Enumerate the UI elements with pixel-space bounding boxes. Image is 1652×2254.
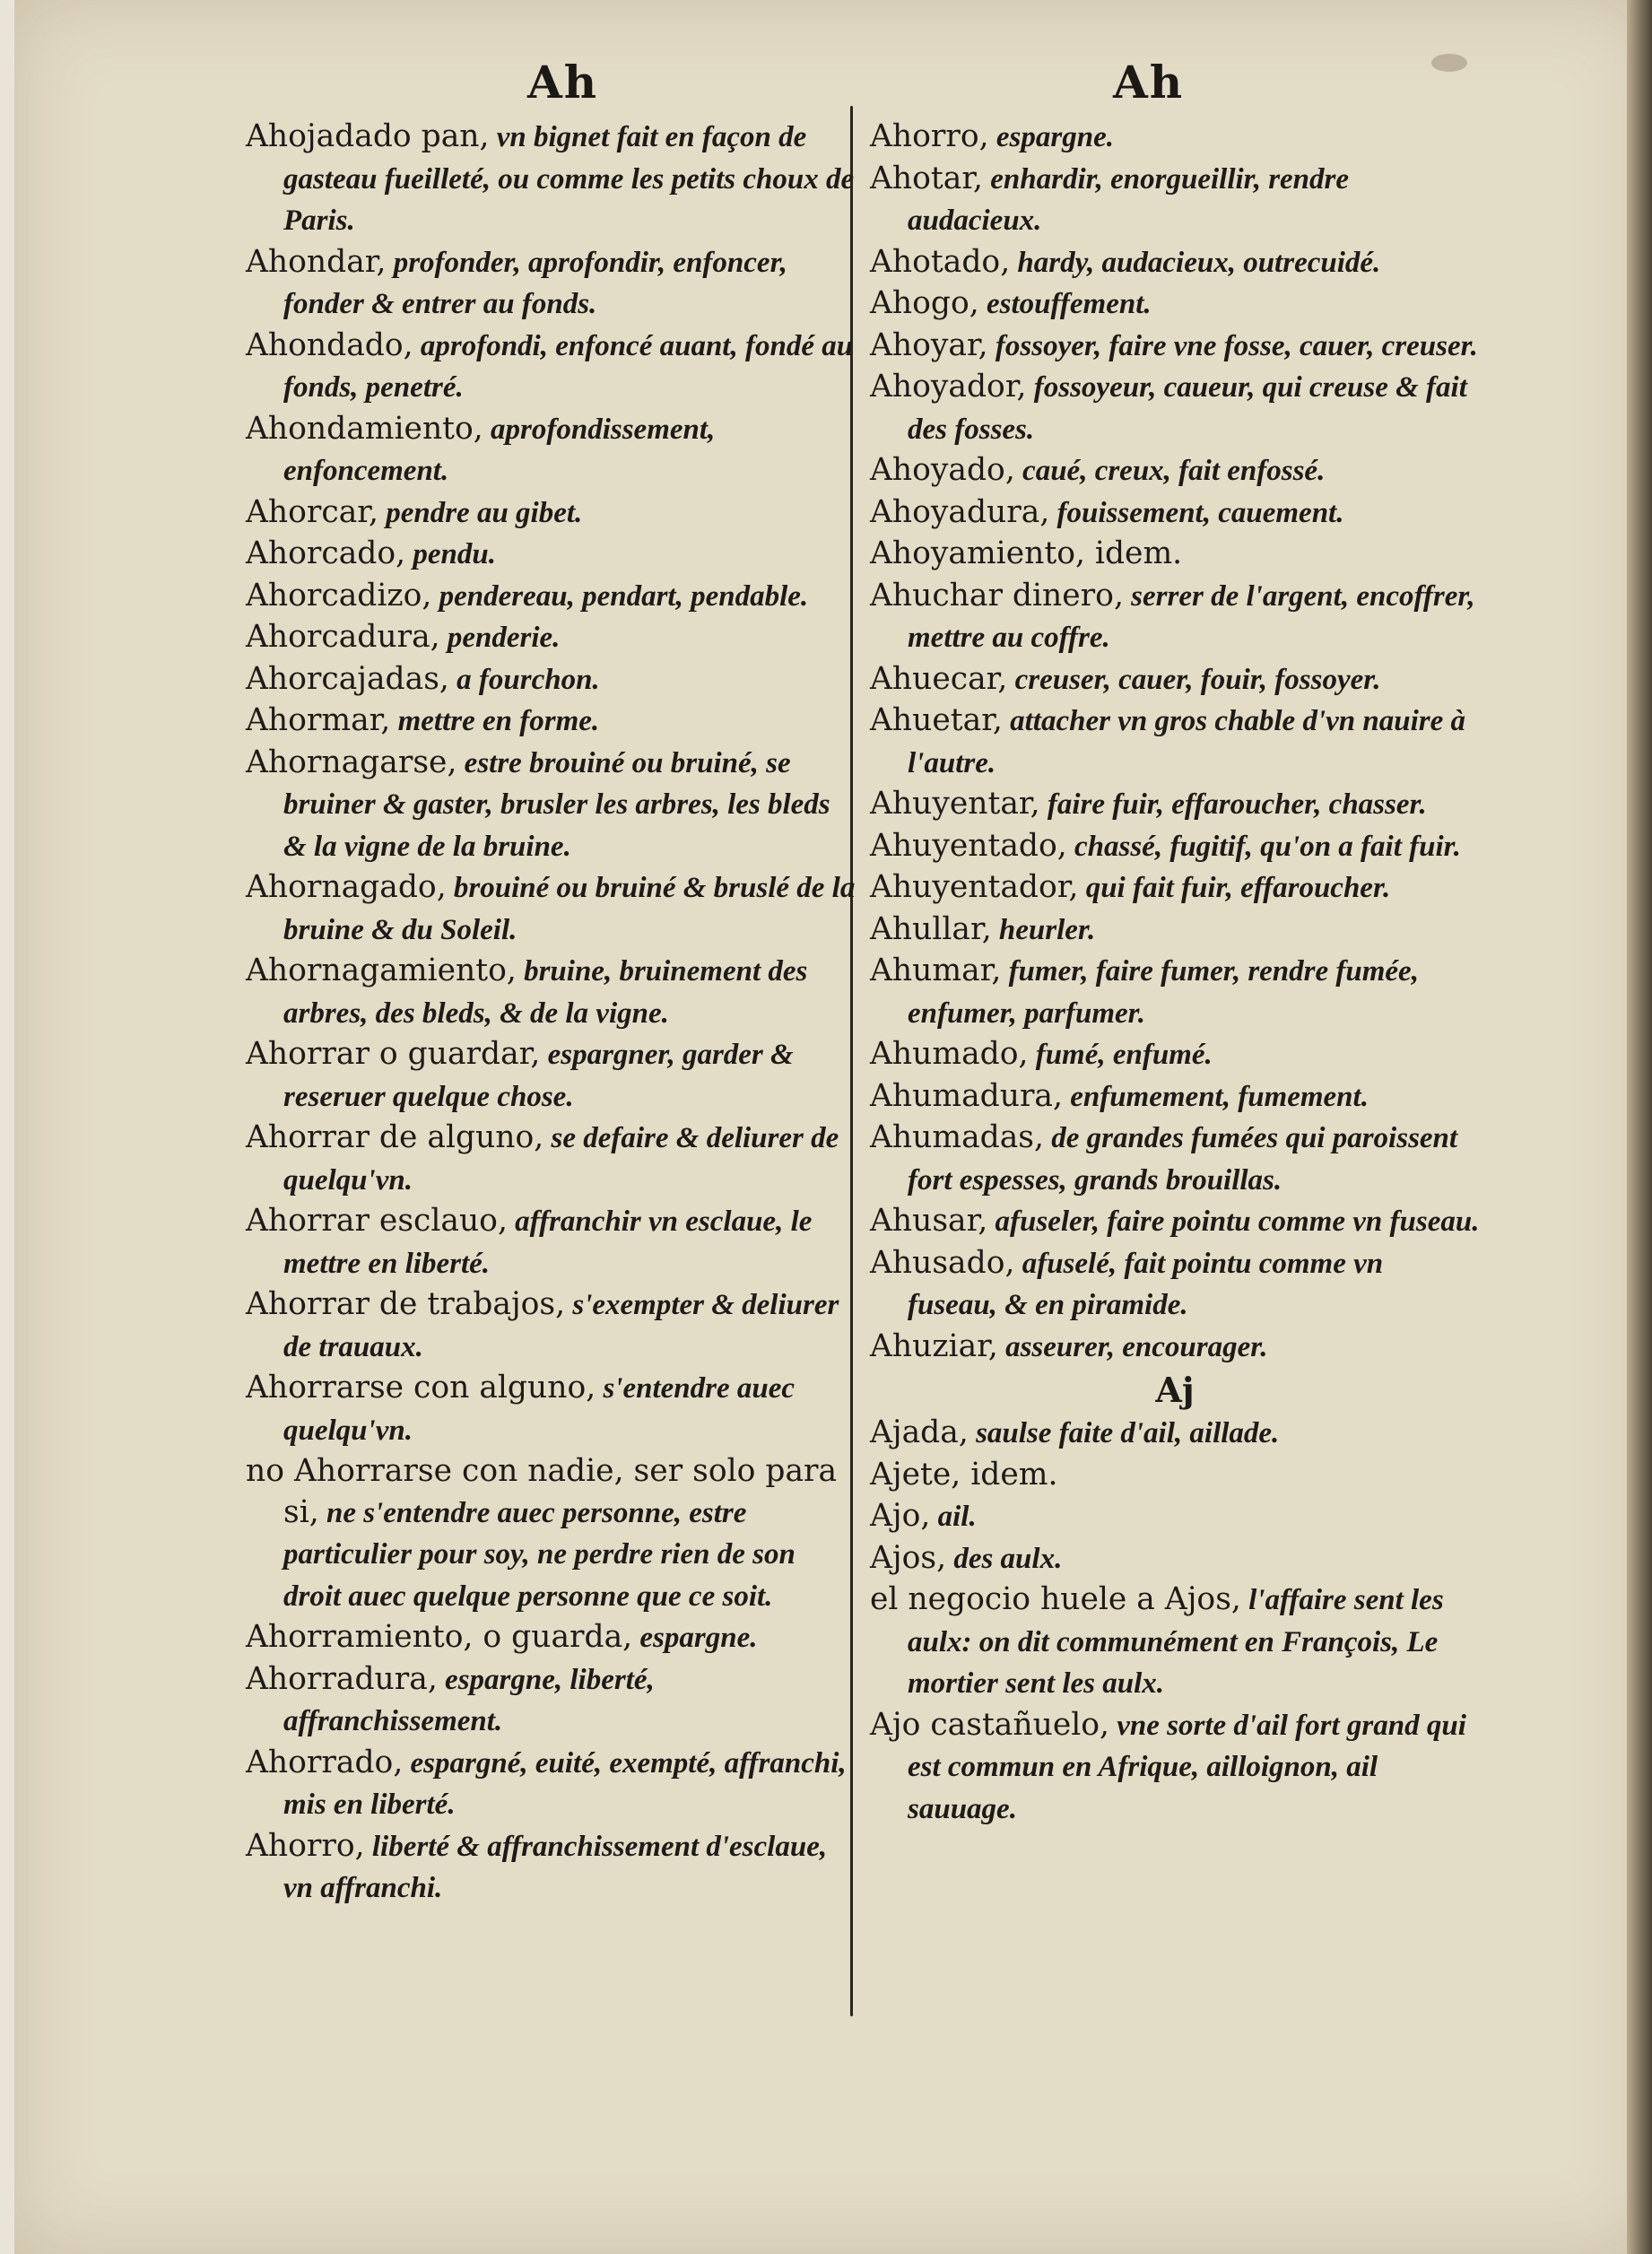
- headword: Ahusar,: [870, 1203, 988, 1239]
- headword: Ahuchar dinero,: [870, 577, 1124, 614]
- definition: creuser, cauer, fouir, fossoyer.: [1007, 663, 1381, 696]
- definition: mettre en forme.: [390, 705, 600, 737]
- dictionary-entry: [870, 576, 1480, 659]
- definition: espargné, euité, exempté, affranchi, mis en liberté.: [283, 1746, 847, 1821]
- headword: Ahorrar esclauo,: [246, 1203, 508, 1239]
- definition: caué, creux, fait enfossé.: [1014, 455, 1326, 487]
- definition: qui fait fuir, effaroucher.: [1078, 872, 1391, 904]
- dictionary-entry: [246, 409, 856, 492]
- dictionary-entry: [870, 1538, 1480, 1580]
- headword: Ahotar,: [870, 160, 984, 196]
- definition: heurler.: [991, 913, 1096, 946]
- dictionary-entry: [870, 1705, 1480, 1831]
- dictionary-entry: [246, 701, 856, 743]
- headword: Ajo,: [870, 1498, 931, 1534]
- dictionary-entry: [246, 117, 856, 242]
- definition: ne s'entendre auec personne, estre particulier pour soy, ne perdre rien de son droit auec quelque personne que ce soit.: [283, 1496, 796, 1613]
- definition: brouiné ou bruiné & bruslé de la bruine & du Soleil.: [283, 872, 856, 946]
- dictionary-entry: [246, 1034, 856, 1118]
- dictionary-entry: [870, 1413, 1480, 1455]
- definition: vne sorte d'ail fort grand qui est commun en Afrique, ailloignon, ail sauuage.: [908, 1709, 1466, 1825]
- headword: Ahorro,: [870, 118, 989, 154]
- definition: liberté & affranchissement d'esclaue, vn affranchi.: [283, 1830, 828, 1904]
- headword: Ahorradura,: [246, 1660, 438, 1697]
- definition: pendu.: [405, 538, 496, 570]
- headword: Ahoyado,: [870, 452, 1015, 488]
- dictionary-entry: [246, 326, 856, 409]
- dictionary-entry: [870, 1201, 1480, 1243]
- dictionary-entry: [246, 1743, 856, 1826]
- headword: el negocio huele a Ajos,: [870, 1581, 1241, 1617]
- headword: Ahumadura,: [870, 1077, 1063, 1114]
- definition: fossoyer, faire vne fosse, cauer, creuser.: [987, 329, 1478, 362]
- headword: Ahumadas,: [870, 1119, 1044, 1155]
- definition: enfumement, fumement.: [1062, 1080, 1369, 1113]
- definition: attacher vn gros chable d'vn nauire à l'autre.: [908, 705, 1465, 779]
- headword: Ahondamiento,: [246, 410, 483, 447]
- headword: no Ahorrarse con nadie, ser solo para si,: [246, 1453, 838, 1530]
- ink-stain: [1431, 54, 1467, 72]
- headword: Ahojadado pan,: [246, 118, 490, 154]
- dictionary-entry: [870, 784, 1480, 826]
- definition: penderie.: [439, 622, 561, 654]
- definition: pendereau, pendart, pendable.: [431, 579, 809, 613]
- dictionary-entry: [870, 867, 1480, 909]
- definition: de grandes fumées qui paroissent fort espesses, grands brouillas.: [908, 1122, 1458, 1197]
- dictionary-entry: [870, 159, 1480, 242]
- definition: fouissement, cauement.: [1049, 496, 1344, 529]
- dictionary-entry: [870, 492, 1480, 535]
- headword: Ahorcajadas,: [246, 660, 449, 697]
- headword: Ahornagarse,: [246, 744, 457, 780]
- definition: affranchir vn esclaue, le mettre en liberté.: [283, 1205, 813, 1280]
- definition: vn bignet fait en façon de gasteau fueilleté, ou comme les petits choux de Paris.: [283, 121, 855, 237]
- definition: ail.: [930, 1501, 977, 1533]
- headword: Ahoyar,: [870, 326, 988, 363]
- dictionary-entry: [870, 1034, 1480, 1076]
- dictionary-entry: [246, 867, 856, 951]
- definition: espargne.: [988, 121, 1114, 153]
- dictionary-entry: [870, 242, 1480, 284]
- headword: Ahoyadura,: [870, 493, 1050, 530]
- definition: aprofondissement, enfoncement.: [283, 413, 716, 487]
- headword: Ahorrar o guardar,: [246, 1036, 541, 1072]
- dictionary-entry: [246, 1284, 856, 1368]
- headword: Ajo castañuelo,: [870, 1706, 1110, 1743]
- headword: Ahusado,: [870, 1244, 1015, 1281]
- definition: s'exempter & deliurer de trauaux.: [283, 1289, 839, 1363]
- headword: Ahondar,: [246, 243, 387, 280]
- headword: Ahorrar de alguno,: [246, 1119, 544, 1155]
- definition: des aulx.: [946, 1542, 1063, 1575]
- headword: Ajete, idem.: [870, 1456, 1058, 1493]
- definition: fumé, enfumé.: [1028, 1039, 1213, 1071]
- dictionary-entry: [870, 1118, 1480, 1201]
- definition: chassé, fugitif, qu'on a fait fuir.: [1066, 830, 1461, 863]
- dictionary-entry: [246, 1368, 856, 1451]
- dictionary-entry: [246, 951, 856, 1034]
- headword: Ahorrar de trabajos,: [246, 1286, 566, 1322]
- dictionary-entry: [870, 117, 1480, 159]
- definition: enhardir, enorgueillir, rendre audacieux.: [908, 162, 1350, 237]
- headword: Ahumar,: [870, 953, 1002, 988]
- dictionary-entry: [870, 1243, 1480, 1327]
- definition: estre brouiné ou bruiné, se bruiner & gaster, brusler les arbres, les bleds & la vigne de la bruine.: [283, 746, 830, 863]
- dictionary-entry: [246, 1451, 856, 1617]
- definition: profonder, aprofondir, enfoncer, fonder & entrer au fonds.: [283, 246, 787, 320]
- headword: Ahotado,: [870, 243, 1011, 280]
- right-column: [870, 117, 1480, 1830]
- headword: Ahorro,: [246, 1827, 365, 1864]
- definition: a fourchon.: [448, 663, 600, 696]
- dictionary-entry: [246, 1201, 856, 1284]
- dictionary-entry: [870, 951, 1480, 1034]
- definition: asseurer, encourager.: [997, 1330, 1268, 1363]
- headword: Ahorrado,: [246, 1744, 404, 1780]
- headword: Ahumado,: [870, 1036, 1029, 1072]
- definition: hardy, audacieux, outrecuidé.: [1010, 246, 1381, 279]
- dictionary-entry: [870, 1076, 1480, 1118]
- headword: Ahoyador,: [870, 369, 1027, 405]
- dictionary-entry: [870, 1496, 1480, 1538]
- headword: Ahorramiento, o guarda,: [246, 1619, 633, 1655]
- definition: espargne.: [632, 1622, 758, 1654]
- dictionary-entry: [870, 909, 1480, 952]
- dictionary-entry: [246, 617, 856, 659]
- headword: Ahornagado,: [246, 869, 447, 905]
- definition: bruine, bruinement des arbres, des bleds, & de la vigne.: [283, 955, 808, 1030]
- headword: Ahornagamiento,: [246, 953, 517, 988]
- headword: Ahuyentado,: [870, 827, 1067, 864]
- headword: Ahorrarse con alguno,: [246, 1370, 596, 1405]
- headword: Ahuziar,: [870, 1327, 998, 1364]
- dictionary-entry: [870, 450, 1480, 492]
- definition: serrer de l'argent, encoffrer, mettre au coffre.: [908, 579, 1475, 654]
- headword: Ahondado,: [246, 326, 413, 363]
- dictionary-entry: [246, 1118, 856, 1201]
- headword: Ahorcado,: [246, 535, 406, 571]
- dictionary-entry: [870, 826, 1480, 868]
- dictionary-entry: [870, 1580, 1480, 1705]
- definition: pendre au gibet.: [378, 496, 583, 529]
- section-subheading: Aj: [1155, 1370, 1195, 1410]
- definition: saulse faite d'ail, aillade.: [968, 1417, 1280, 1449]
- left-column: [246, 117, 856, 1910]
- headword: Ahorcadizo,: [246, 577, 432, 614]
- dictionary-entry: [246, 659, 856, 701]
- definition: afuselé, fait pointu comme vn fuseau, & en piramide.: [908, 1247, 1384, 1321]
- dictionary-entry: [870, 1455, 1480, 1497]
- running-header-right: Ah: [1113, 56, 1185, 109]
- dictionary-entry: [246, 1659, 856, 1743]
- headword: Ahormar,: [246, 702, 391, 738]
- definition: espargner, garder & reseruer quelque chose.: [283, 1039, 794, 1113]
- definition: fumer, faire fumer, rendre fumée, enfumer, parfumer.: [908, 955, 1419, 1030]
- dictionary-entry: [870, 1327, 1480, 1369]
- definition: se defaire & deliurer de quelqu'vn.: [283, 1122, 839, 1197]
- headword: Ahuetar,: [870, 702, 1003, 738]
- headword: Ajos,: [870, 1539, 947, 1576]
- definition: faire fuir, effaroucher, chasser.: [1039, 788, 1427, 821]
- dictionary-entry: [870, 283, 1480, 326]
- dictionary-entry: [870, 367, 1480, 450]
- headword: Ahorcadura,: [246, 619, 440, 655]
- dictionary-page: [14, 0, 1652, 2254]
- headword: Ahoyamiento, idem.: [870, 535, 1183, 571]
- headword: Ahorcar,: [246, 493, 378, 530]
- headword: Ahullar,: [870, 910, 992, 947]
- definition: fossoyeur, caueur, qui creuse & fait des fosses.: [908, 371, 1467, 446]
- definition: l'affaire sent les aulx: on dit communément en François, Le mortier sent les aulx.: [908, 1584, 1444, 1700]
- definition: estouffement.: [978, 288, 1152, 320]
- running-header-left: Ah: [527, 56, 599, 109]
- headword: Ahuecar,: [870, 660, 1008, 697]
- dictionary-entry: [870, 659, 1480, 701]
- definition: espargne, liberté, affranchissement.: [283, 1663, 655, 1737]
- definition: afuseler, faire pointu comme vn fuseau.: [987, 1205, 1480, 1238]
- dictionary-entry: [870, 326, 1480, 368]
- definition: aprofondi, enfoncé auant, fondé au fonds, penetré.: [283, 329, 854, 404]
- headword: Ahogo,: [870, 285, 979, 321]
- headword: Ajada,: [870, 1414, 969, 1450]
- dictionary-entry: [246, 492, 856, 535]
- dictionary-entry: [870, 534, 1480, 576]
- dictionary-entry: [870, 701, 1480, 784]
- dictionary-entry: [246, 743, 856, 868]
- dictionary-entry: [246, 576, 856, 618]
- dictionary-entry: [246, 534, 856, 576]
- definition: s'entendre auec quelqu'vn.: [283, 1372, 796, 1447]
- book-spine-shadow: [1627, 0, 1652, 2254]
- dictionary-entry: [246, 1826, 856, 1910]
- dictionary-entry: [246, 1617, 856, 1659]
- dictionary-entry: [246, 242, 856, 326]
- headword: Ahuyentar,: [870, 786, 1040, 822]
- headword: Ahuyentador,: [870, 869, 1079, 905]
